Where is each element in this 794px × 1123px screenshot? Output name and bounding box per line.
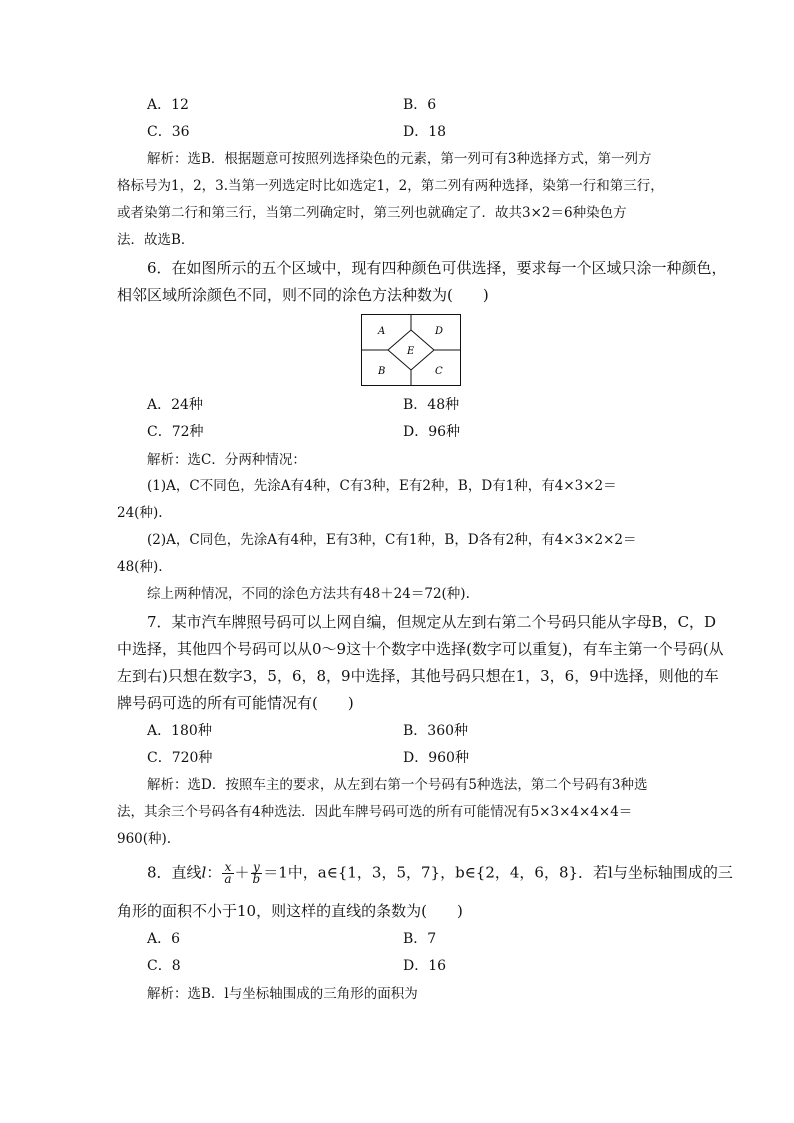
plus-sign: ＋ [234, 863, 250, 882]
region-label-a: A [378, 326, 386, 337]
q7-solution-line: 960(种). [117, 831, 172, 847]
q5-option-c: C．36 [147, 124, 190, 140]
q8-solution-line: 解析：选B．l与坐标轴围成的三角形的面积为 [147, 986, 418, 1002]
region-label-c: C [435, 366, 443, 377]
colon: ： [206, 863, 222, 882]
q8-stem-line [147, 862, 733, 885]
q5-solution-line: 格标号为1，2，3.当第一列选定时比如选定1，2，第二列有两种选择，染第一行和第三行， [117, 178, 664, 194]
q8-option-c: C．8 [147, 958, 181, 974]
q6-option-b: B．48种 [403, 397, 460, 413]
q5-option-d: D．18 [403, 124, 447, 140]
region-label-b: B [378, 366, 386, 377]
q6-option-c: C．72种 [147, 424, 204, 440]
q6-solution-line: 解析：选C．分两种情况： [147, 452, 306, 468]
q5-solution-line: 法．故选B． [117, 232, 195, 248]
q7-option-a: A．180种 [147, 723, 212, 739]
q7-stem-line: 7．某市汽车牌照号码可以上网自编，但规定从左到右第二个号码只能从字母B，C，D [147, 613, 717, 631]
q7-solution-line: 解析：选D．按照车主的要求，从左到右第一个号码有5种选法，第二个号码有3种选 [147, 777, 648, 793]
q8-stem-prefix: 8．直线 [147, 863, 202, 882]
region-label-d: D [435, 326, 444, 337]
q6-option-d: D．96种 [403, 424, 461, 440]
q5-solution-line: 解析：选B．根据题意可按照列选择染色的元素，第一列可有3种选择方式，第一列方 [147, 151, 652, 167]
q7-solution-line: 法，其余三个号码各有4种选法．因此车牌号码可选的所有可能情况有5×3×4×4×4＝ [117, 804, 633, 820]
q6-solution-line: (2)A，C同色，先涂A有4种，E有3种，C有1种，B，D各有2种，有4×3×2×2＝ [147, 532, 637, 548]
fraction-numerator: y [251, 862, 263, 874]
q6-stem-line: 相邻区域所涂颜色不同，则不同的涂色方法种数为( ) [117, 286, 489, 304]
q7-option-c: C．720种 [147, 750, 213, 766]
q5-solution-line: 或者染第二行和第三行，当第二列确定时，第三列也就确定了．故共3×2＝6种染色方 [117, 205, 627, 221]
q8-stem-line: 角形的面积不小于10，则这样的直线的条数为( ) [117, 902, 463, 920]
fraction-numerator: x [222, 862, 233, 874]
q7-option-b: B．360种 [403, 723, 469, 739]
q7-stem-line: 中选择，其他四个号码可以从0～9这十个数字中选择(数字可以重复)，有车主第一个号码(从 [117, 640, 724, 658]
q8-stem-rest: ＝1中，a∈{1，3，5，7}，b∈{2，4，6，8}．若l与坐标轴围成的三 [263, 863, 733, 882]
fraction-x-over-a [222, 862, 233, 885]
q6-solution-line: (1)A，C不同色，先涂A有4种，C有3种，E有2种，B，D有1种，有4×3×2＝ [147, 478, 617, 494]
fraction-denominator: a [224, 872, 232, 886]
q7-option-d: D．960种 [403, 750, 469, 766]
q6-option-a: A．24种 [147, 397, 203, 413]
q6-solution-line: 48(种). [117, 559, 163, 575]
q6-stem-line: 6．在如图所示的五个区域中，现有四种颜色可供选择，要求每一个区域只涂一种颜色， [147, 259, 727, 277]
q8-option-b: B．7 [403, 931, 437, 947]
fraction-denominator: b [252, 872, 261, 886]
region-label-e: E [407, 346, 415, 357]
line-variable: l [201, 863, 207, 882]
fraction-y-over-b [251, 862, 263, 885]
q8-option-a: A．6 [147, 931, 181, 947]
q6-solution-line: 24(种). [117, 505, 163, 521]
q7-stem-line: 牌号码可选的所有可能情况有( ) [117, 694, 354, 712]
q8-option-d: D．16 [403, 958, 447, 974]
q5-option-b: B．6 [403, 97, 437, 113]
q6-solution-line: 综上两种情况，不同的涂色方法共有48＋24＝72(种). [147, 586, 470, 602]
region-diagram [361, 314, 461, 386]
q5-option-a: A．12 [147, 97, 189, 113]
q7-stem-line: 左到右)只想在数字3，5，6，8，9中选择，其他号码只想在1，3，6，9中选择，则他的车 [117, 667, 719, 685]
